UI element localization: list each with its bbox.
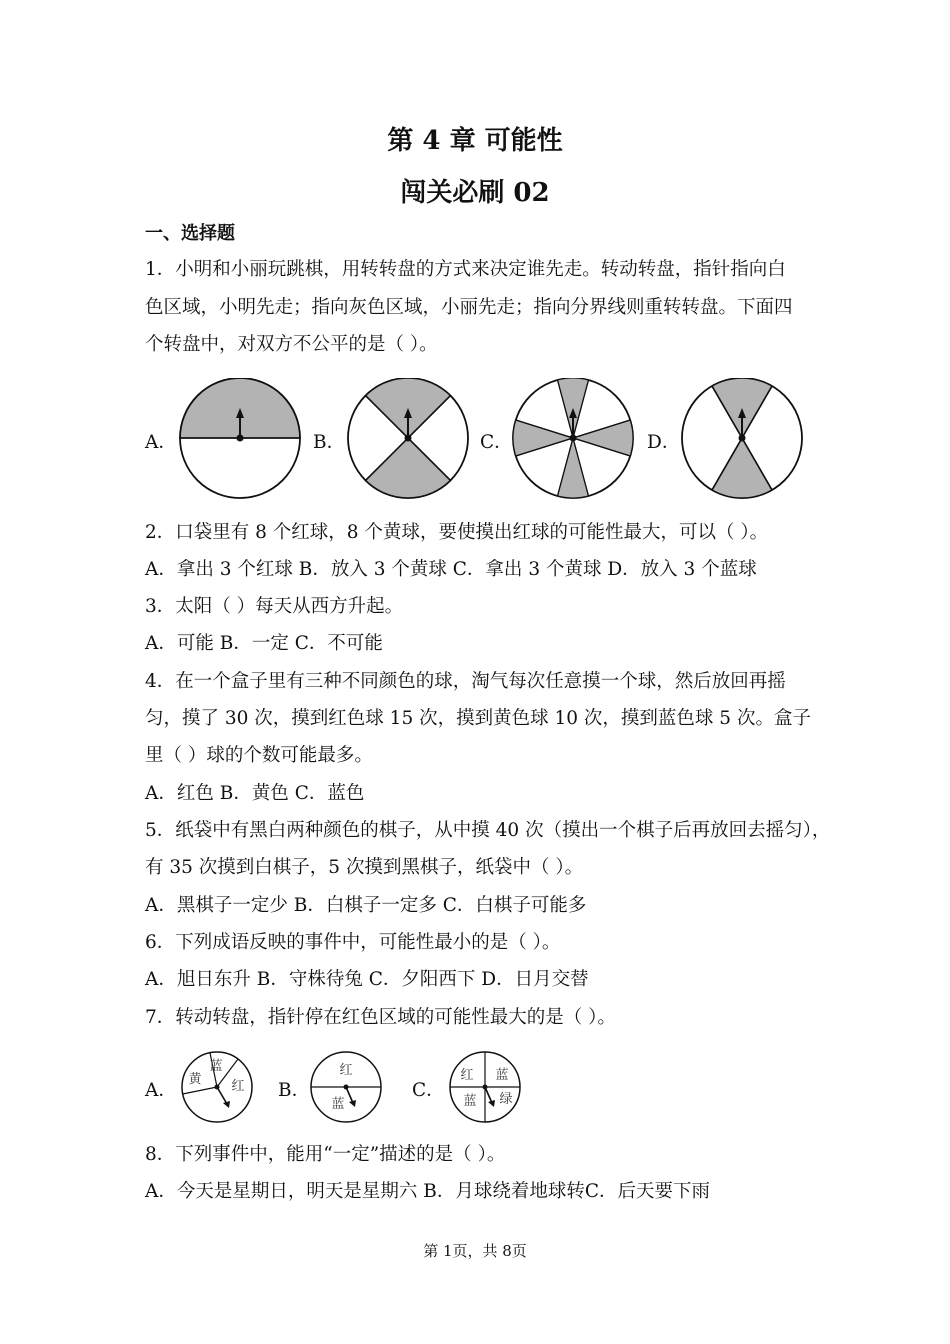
q6-stem: 6．下列成语反映的事件中，可能性最小的是（ ）。 xyxy=(145,932,561,953)
chapter-title: 第 4 章 可能性 xyxy=(387,126,563,156)
q7a-label-yellow: 黄 xyxy=(188,1072,202,1087)
exercise-title: 闯关必刷 02 xyxy=(400,178,550,208)
q4-options: A．红色 B．黄色 C．蓝色 xyxy=(145,783,365,804)
q5-line-1: 5．纸袋中有黑白两种颜色的棋子，从中摸 40 次（摸出一个棋子后再放回去摇匀）， xyxy=(145,820,831,841)
q4-line-2: 匀，摸了 30 次，摸到红色球 15 次，摸到黄色球 10 次，摸到蓝色球 5 次。盒子 xyxy=(145,708,811,729)
q2-stem: 2．口袋里有 8 个红球，8 个黄球，要使摸出红球的可能性最大，可以（ ）。 xyxy=(145,522,769,543)
q7c-label-red: 红 xyxy=(460,1068,474,1083)
q1-line-2: 色区域，小明先走；指向灰色区域，小丽先走；指向分界线则重转转盘。下面四 xyxy=(145,297,793,318)
q4-line-3: 里（ ）球的个数可能最多。 xyxy=(145,745,373,766)
q3-options: A．可能 B．一定 C．不可能 xyxy=(145,633,383,654)
q7-spinner-b xyxy=(309,1050,383,1124)
q1-option-a-label: A． xyxy=(145,432,177,453)
q5-options: A．黑棋子一定少 B．白棋子一定多 C．白棋子可能多 xyxy=(145,895,587,916)
q6-options: A．旭日东升 B．守株待兔 C．夕阳西下 D．日月交替 xyxy=(145,969,589,990)
q5-line-2: 有 35 次摸到白棋子，5 次摸到黑棋子，纸袋中（ ）。 xyxy=(145,857,584,878)
q7-spinner-a xyxy=(180,1050,254,1124)
q1-spinner-c xyxy=(511,378,635,502)
q3-stem: 3．太阳（ ）每天从西方升起。 xyxy=(145,596,404,617)
q7-stem: 7．转动转盘，指针停在红色区域的可能性最大的是（ ）。 xyxy=(145,1007,616,1028)
q7-option-b-label: B． xyxy=(278,1080,311,1101)
q7b-label-red: 红 xyxy=(339,1063,353,1078)
q7c-label-blue-top: 蓝 xyxy=(495,1068,509,1083)
q7b-label-blue: 蓝 xyxy=(331,1097,345,1112)
q7c-label-blue-bottom: 蓝 xyxy=(463,1094,477,1109)
q4-line-1: 4．在一个盒子里有三种不同颜色的球，淘气每次任意摸一个球，然后放回再摇 xyxy=(145,671,786,692)
q1-option-d-label: D． xyxy=(647,432,681,453)
section-heading: 一、选择题 xyxy=(145,223,235,244)
q2-options: A．拿出 3 个红球 B．放入 3 个黄球 C．拿出 3 个黄球 D．放入 3 个蓝球 xyxy=(145,559,757,580)
q7a-label-blue: 蓝 xyxy=(209,1059,223,1074)
q1-line-3: 个转盘中，对双方不公平的是（ ）。 xyxy=(145,334,438,355)
q1-option-b-label: B． xyxy=(313,432,346,453)
q1-line-1: 1．小明和小丽玩跳棋，用转转盘的方式来决定谁先走。转动转盘，指针指向白 xyxy=(145,259,786,280)
q7-option-c-label: C． xyxy=(412,1080,445,1101)
q7c-label-green: 绿 xyxy=(499,1092,513,1107)
q8-stem: 8．下列事件中，能用“一定”描述的是（ ）。 xyxy=(145,1144,506,1165)
q1-spinner-a xyxy=(178,378,302,502)
q7-option-a-label: A． xyxy=(145,1080,177,1101)
q8-options: A．今天是星期日，明天是星期六 B．月球绕着地球转C．后天要下雨 xyxy=(145,1181,710,1202)
q1-spinner-d xyxy=(680,378,804,502)
page-footer: 第 1页，共 8页 xyxy=(423,1242,527,1260)
q1-option-c-label: C． xyxy=(480,432,513,453)
q7a-label-red: 红 xyxy=(231,1079,245,1094)
q1-spinner-b xyxy=(346,378,470,502)
q7-spinner-c xyxy=(448,1050,522,1124)
